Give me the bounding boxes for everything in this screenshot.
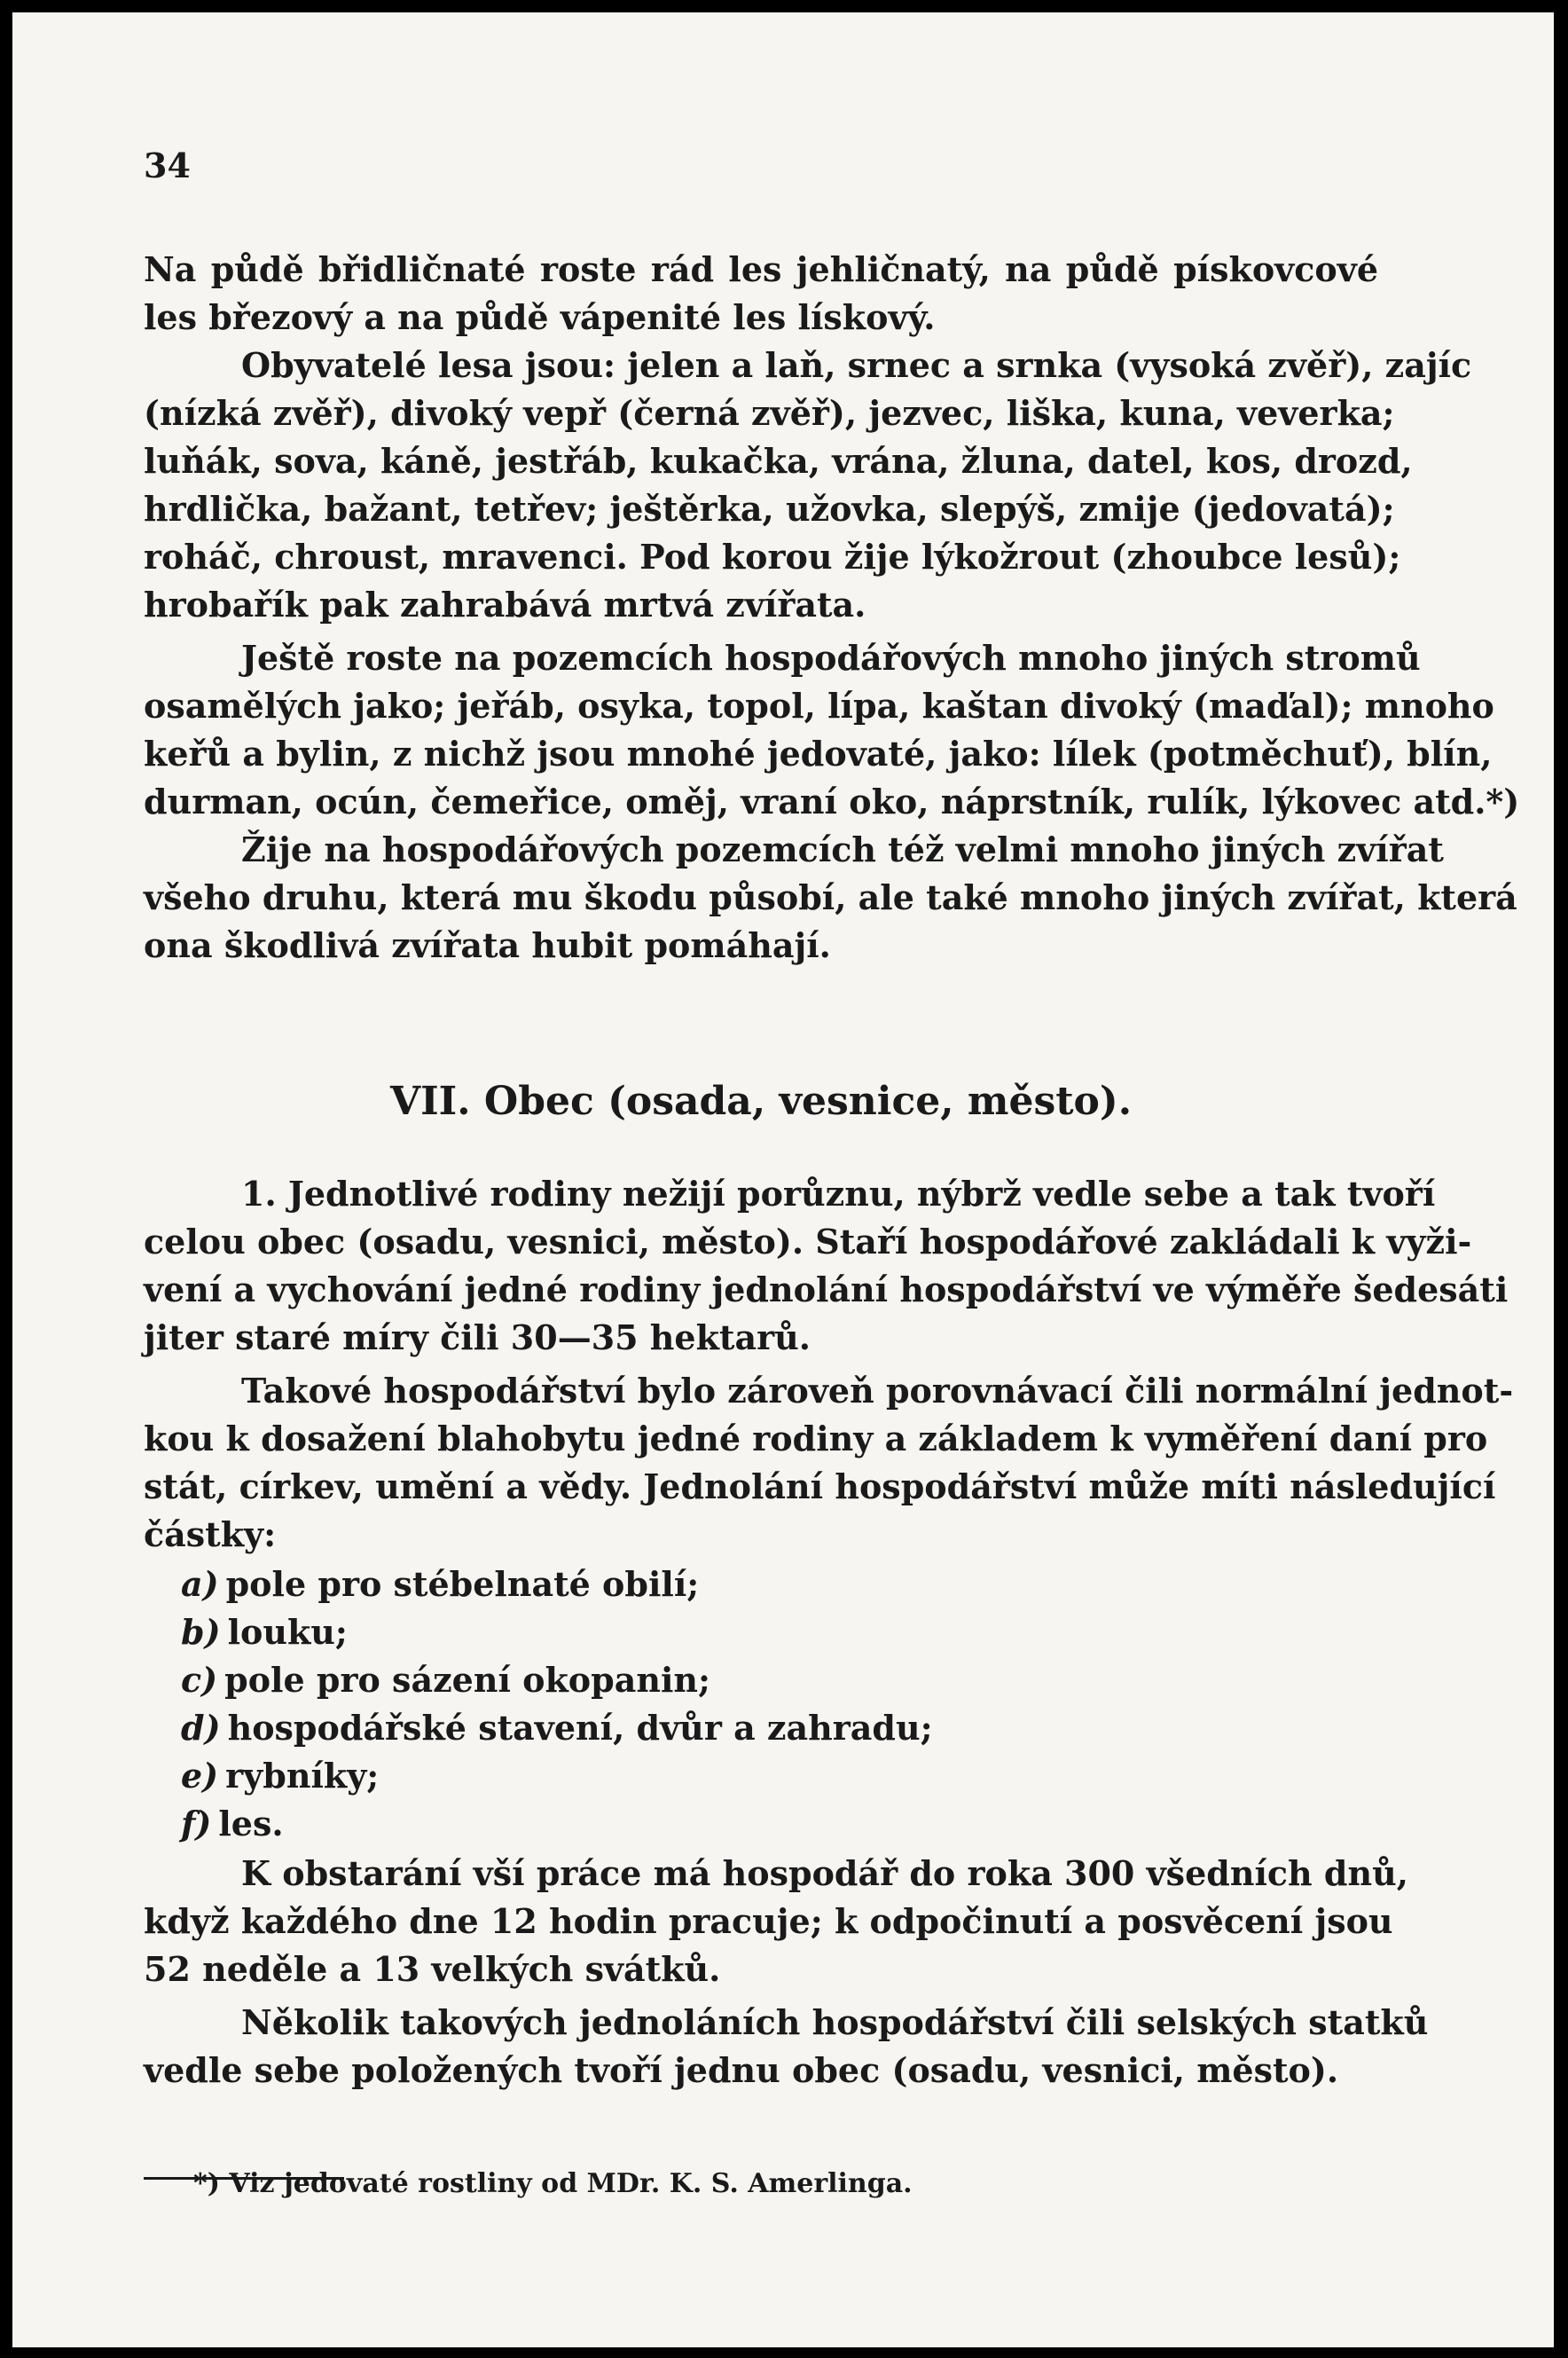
paragraph-7-line-2: vedle sebe položených tvoří jednu obec (osadu, vesnici, město). [144,2050,1339,2090]
paragraph-5-line-3: stát, církev, umění a vědy. Jednolání hospodářství může míti následující [144,1466,1496,1506]
paragraph-2-line-6: hrobařík pak zahrabává mrtvá zvířata. [144,585,866,625]
list-marker: e) [181,1756,219,1796]
paragraph-4-line-4: jiter staré míry čili 30—35 hektarů. [144,1317,811,1357]
paragraph-7-line-1: Několik takových jednoláních hospodářství čili selských statků [241,2002,1429,2042]
paragraph-5-line-4: částky: [144,1514,277,1554]
list-item [181,1703,933,1753]
list-marker: c) [181,1660,218,1700]
paragraph-2-line-5: roháč, chroust, mravenci. Pod korou žije lýkožrout (zhoubce lesů); [144,537,1401,577]
paragraph-3-line-4: durman, ocún, čemeřice, oměj, vraní oko, náprstník, rulík, lýkovec atd.*) [144,782,1520,821]
paragraph-4-line-1: 1. Jednotlivé rodiny nežijí porůznu, nýbrž vedle sebe a tak tvoří [241,1174,1436,1214]
list-item [181,1607,348,1657]
footnote: *) Viz jedovaté rostliny od MDr. K. S. Amerlinga. [193,2168,913,2199]
paragraph-1-line-1: Na půdě břidličnaté roste rád les jehličnatý, na půdě pískovcové [144,249,1378,289]
list-text: rybníky; [225,1756,380,1796]
paragraph-3-line-7: ona škodlivá zvířata hubit pomáhají. [144,925,831,965]
paragraph-3-line-2: osamělých jako; jeřáb, osyka, topol, lípa, kaštan divoký (maďal); mnoho [144,686,1494,726]
section-heading: VII. Obec (osada, vesnice, město). [389,1079,1133,1124]
paragraph-6-line-1: K obstarání vší práce má hospodář do roka 300 všedních dnů, [241,1853,1408,1893]
list-text: hospodářské stavení, dvůr a zahradu; [227,1708,933,1748]
paragraph-4-line-2: celou obec (osadu, vesnici, město). Staří hospodářové zakládali k vyži- [144,1222,1472,1262]
list-marker: d) [181,1708,221,1748]
paragraph-3-line-1: Ještě roste na pozemcích hospodářových mnoho jiných stromů [241,638,1421,678]
paragraph-5-line-2: kou k dosažení blahobytu jedné rodiny a základem k vyměření daní pro [144,1419,1488,1458]
paragraph-2-line-4: hrdlička, bažant, tetřev; ještěrka, užovka, slepýš, zmije (jedovatá); [144,489,1395,529]
paragraph-1-line-2: les březový a na půdě vápenité les lískový. [144,297,936,337]
paragraph-3-line-6: všeho druhu, která mu škodu působí, ale také mnoho jiných zvířat, která [144,877,1517,917]
list-marker: b) [181,1612,221,1652]
paragraph-3-line-3: keřů a bylin, z nichž jsou mnohé jedovaté, jako: lílek (potměchuť), blín, [144,734,1493,774]
list-item [181,1560,699,1609]
book-page [12,12,1554,2347]
paragraph-2-line-3: luňák, sova, káně, jestřáb, kukačka, vrána, žluna, datel, kos, drozd, [144,441,1413,481]
paragraph-6-line-3: 52 neděle a 13 velkých svátků. [144,1949,721,1989]
list-text: louku; [227,1612,348,1652]
list-text: pole pro stébelnaté obilí; [225,1564,700,1604]
list-text: les. [218,1804,284,1843]
page-number: 34 [144,145,191,185]
paragraph-3-line-5: Žije na hospodářových pozemcích též velmi mnoho jiných zvířat [241,829,1444,869]
list-item [181,1751,379,1801]
list-text: pole pro sázení okopanin; [224,1660,711,1700]
list-marker: f) [181,1804,212,1843]
list-item [181,1655,710,1705]
paragraph-2-line-1: Obyvatelé lesa jsou: jelen a laň, srnec a srnka (vysoká zvěř), zajíc [241,345,1472,385]
paragraph-5-line-1: Takové hospodářství bylo zároveň porovnávací čili normální jednot- [241,1371,1514,1411]
paragraph-6-line-2: když každého dne 12 hodin pracuje; k odpočinutí a posvěcení jsou [144,1901,1393,1941]
paragraph-4-line-3: vení a vychování jedné rodiny jednolání hospodářství ve výměře šedesáti [144,1269,1509,1309]
list-marker: a) [181,1564,219,1604]
paragraph-2-line-2: (nízká zvěř), divoký vepř (černá zvěř), jezvec, liška, kuna, veverka; [144,393,1395,433]
list-item [181,1799,284,1849]
